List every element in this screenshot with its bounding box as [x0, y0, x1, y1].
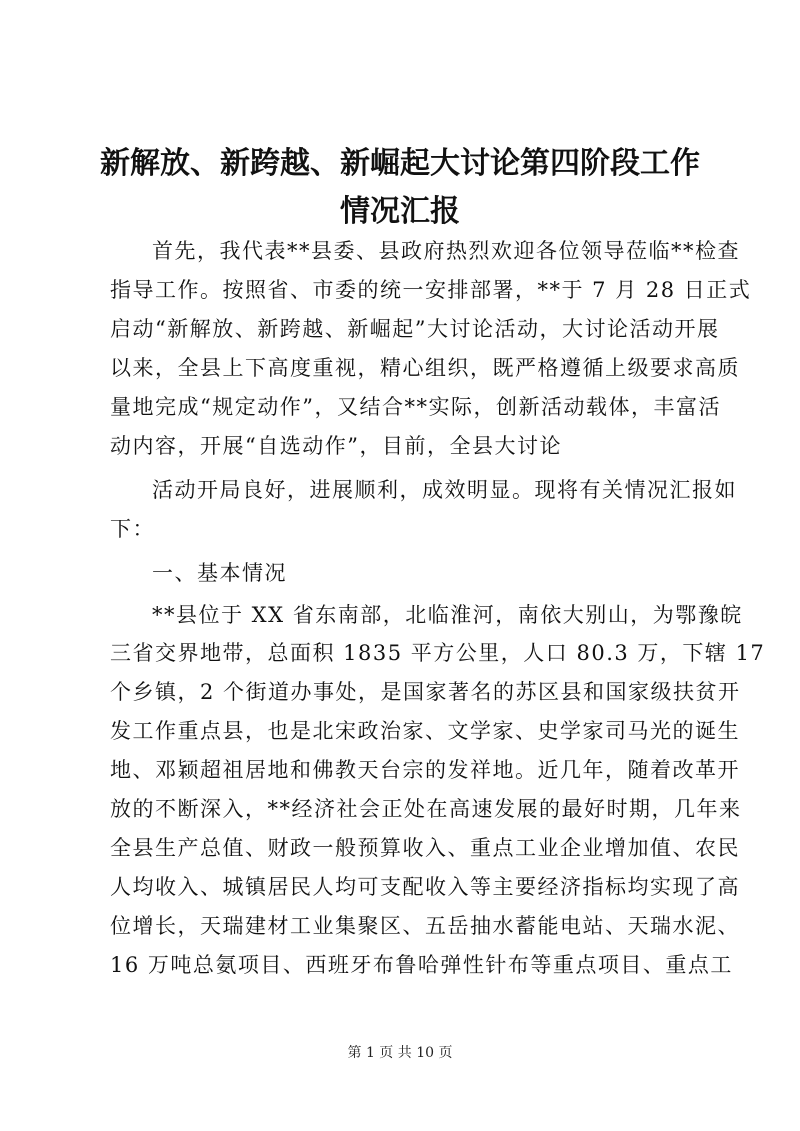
page-number-footer: 第 1 页 共 10 页 [347, 1045, 453, 1061]
paragraph-line: 人均收入、城镇居民人均可支配收入等主要经济指标均实现了高 [110, 875, 740, 899]
title-line-1: 新解放、新跨越、新崛起大讨论第四阶段工作 [100, 146, 700, 181]
paragraph-line: 以来，全县上下高度重视，精心组织，既严格遵循上级要求高质 [110, 356, 740, 380]
paragraph-line: 全县生产总值、财政一般预算收入、重点工业企业增加值、农民 [110, 836, 740, 860]
paragraph-line: 启动“新解放、新跨越、新崛起”大讨论活动，大讨论活动开展 [110, 317, 720, 341]
paragraph-line: **县位于 XX 省东南部，北临淮河，南依大别山，为鄂豫皖 [152, 603, 743, 627]
paragraph-line: 下： [110, 517, 155, 541]
paragraph-line: 16 万吨总氨项目、西班牙布鲁哈弹性针布等重点项目、重点工 [110, 953, 733, 977]
paragraph-line: 位增长，天瑞建材工业集聚区、五岳抽水蓄能电站、天瑞水泥、 [110, 914, 740, 938]
document-title [100, 140, 700, 236]
paragraph-line: 发工作重点县，也是北宋政治家、文学家、史学家司马光的诞生 [110, 719, 740, 743]
paragraph-line: 地、邓颖超祖居地和佛教天台宗的发祥地。近几年，随着改革开 [110, 758, 740, 782]
paragraph-line: 指导工作。按照省、市委的统一安排部署，**于 7 月 28 日正式 [110, 278, 752, 302]
section-heading: 一、基本情况 [152, 561, 287, 585]
paragraph-line: 首先，我代表**县委、县政府热烈欢迎各位领导莅临**检查 [152, 239, 740, 263]
paragraph-line: 个乡镇，2 个街道办事处，是国家著名的苏区县和国家级扶贫开 [110, 680, 741, 704]
paragraph-line: 放的不断深入，**经济社会正处在高速发展的最好时期，几年来 [110, 797, 742, 821]
paragraph-line: 动内容，开展“自选动作”，目前，全县大讨论 [110, 434, 562, 458]
paragraph-line: 量地完成“规定动作”，又结合**实际，创新活动载体，丰富活 [110, 395, 721, 419]
title-line-2: 情况汇报 [340, 194, 460, 229]
paragraph-line: 活动开局良好，进展顺利，成效明显。现将有关情况汇报如 [152, 478, 737, 502]
paragraph-line: 三省交界地带，总面积 1835 平方公里，人口 80.3 万，下辖 17 [110, 641, 766, 665]
